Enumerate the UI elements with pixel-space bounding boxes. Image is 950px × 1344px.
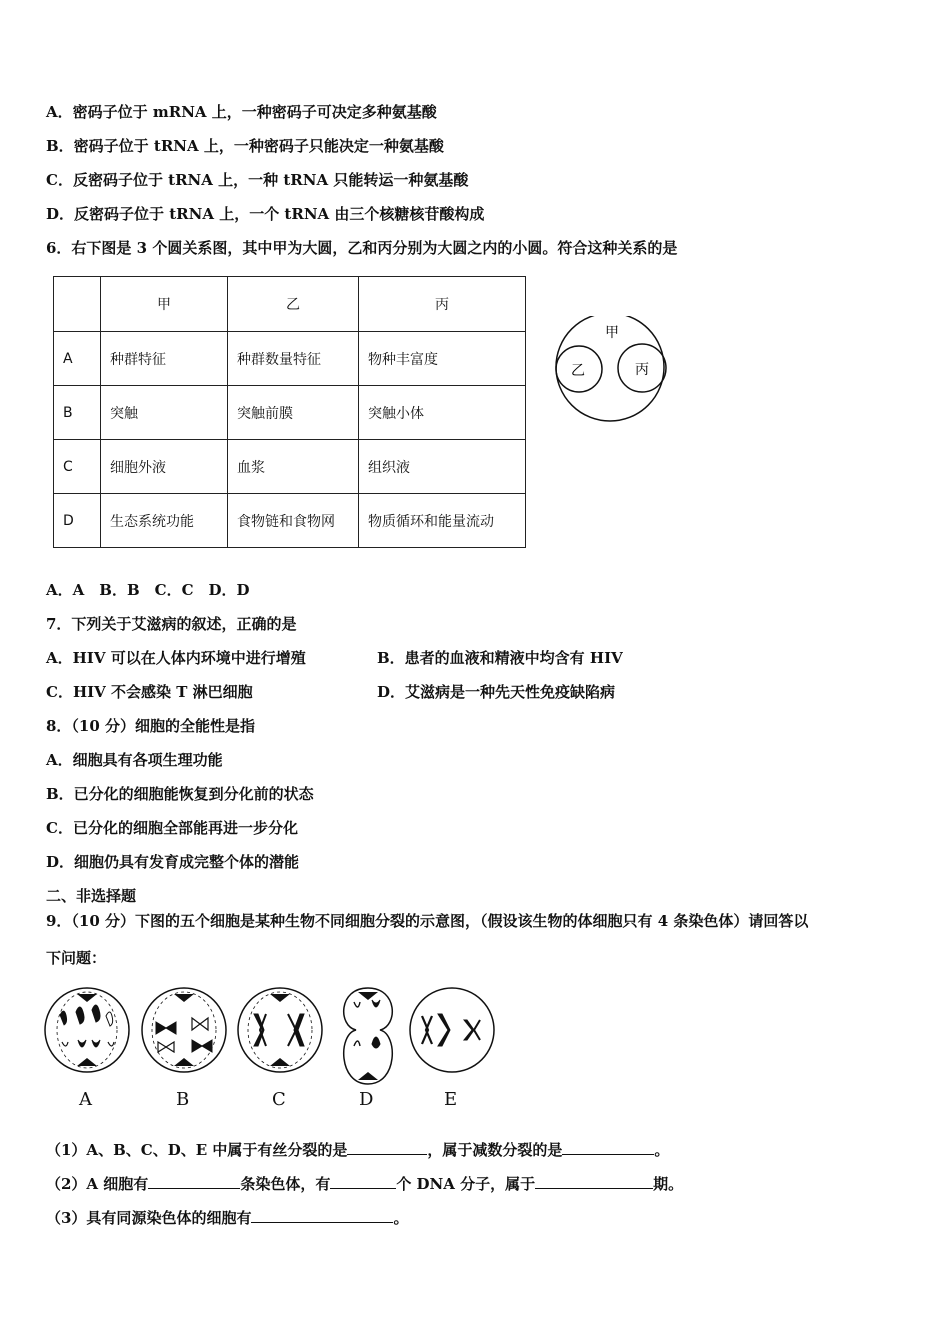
q9-sub1 [46, 1140, 669, 1160]
table-cell: 种群数量特征 [228, 332, 359, 386]
table-cell: 血浆 [228, 440, 359, 494]
table-cell: 突触 [101, 386, 228, 440]
q9-sub3-text-a: （3）具有同源染色体的细胞有 [46, 1209, 252, 1227]
cell-label-c: C [272, 1089, 286, 1110]
table-cell: 突触前膜 [228, 386, 359, 440]
table-cell: 突触小体 [359, 386, 526, 440]
q9-stem-line1: 9．（10 分）下图的五个细胞是某种生物不同细胞分裂的示意图，（假设该生物的体细胞只有 4 条染色体）请回答以 [46, 912, 809, 930]
q9-sub3-text-b: 。 [393, 1209, 409, 1227]
table-row [54, 440, 526, 494]
answer-blank[interactable] [535, 1174, 653, 1189]
q8-option-a: A．细胞具有各项生理功能 [46, 751, 223, 769]
table-cell: 食物链和食物网 [228, 494, 359, 548]
venn-diagram [553, 316, 669, 424]
table-cell: A [54, 332, 101, 386]
cell-c-illustration [238, 988, 322, 1072]
cell-d-illustration [344, 988, 393, 1084]
q9-sub1-text-c: 。 [654, 1141, 670, 1159]
q7-option-b: B．患者的血液和精液中均含有 HIV [377, 649, 623, 667]
q9-sub2-text-b: 条染色体，有 [240, 1175, 331, 1193]
q8-option-b: B．已分化的细胞能恢复到分化前的状态 [46, 785, 314, 803]
table-row [54, 332, 526, 386]
q7-option-c: C．HIV 不会感染 T 淋巴细胞 [46, 683, 253, 701]
table-cell: 种群特征 [101, 332, 228, 386]
q5-option-b: B．密码子位于 tRNA 上，一种密码子只能决定一种氨基酸 [46, 137, 444, 155]
q9-stem-line2: 下问题： [46, 949, 107, 967]
q6-options: A．A B．B C．C D．D [46, 581, 250, 599]
cell-a-illustration [45, 988, 129, 1072]
q9-sub2 [46, 1174, 683, 1194]
q7-option-a: A．HIV 可以在人体内环境中进行增殖 [46, 649, 306, 667]
table-row [54, 386, 526, 440]
q8-stem: 8．（10 分）细胞的全能性是指 [46, 717, 256, 735]
q6-stem: 6．右下图是 3 个圆关系图，其中甲为大圆，乙和丙分别为大圆之内的小圆。符合这种关系的是 [46, 239, 678, 257]
table-cell: C [54, 440, 101, 494]
table-cell: 组织液 [359, 440, 526, 494]
q5-option-c: C．反密码子位于 tRNA 上，一种 tRNA 只能转运一种氨基酸 [46, 171, 469, 189]
q5-option-a: A．密码子位于 mRNA 上，一种密码子可决定多种氨基酸 [46, 103, 437, 121]
q5-option-d: D．反密码子位于 tRNA 上，一个 tRNA 由三个核糖核苷酸构成 [46, 205, 485, 223]
section-title: 二、非选择题 [46, 887, 137, 905]
table-cell: 物种丰富度 [359, 332, 526, 386]
table-header-yi: 乙 [228, 277, 359, 332]
q7-option-d: D．艾滋病是一种先天性免疫缺陷病 [377, 683, 616, 701]
table-header-corner [54, 277, 101, 332]
answer-blank[interactable] [330, 1174, 396, 1189]
cell-label-b: B [176, 1089, 190, 1110]
q6-table [53, 276, 526, 548]
table-header-bing: 丙 [359, 277, 526, 332]
q7-stem: 7．下列关于艾滋病的叙述，正确的是 [46, 615, 297, 633]
cell-label-e: E [444, 1089, 458, 1110]
q9-sub3 [46, 1208, 408, 1228]
q9-sub2-text-d: 期。 [653, 1175, 684, 1193]
cell-label-d: D [359, 1089, 374, 1110]
table-row [54, 494, 526, 548]
q9-sub1-text-b: ，属于减数分裂的是 [427, 1141, 563, 1159]
q9-sub1-text-a: （1）A、B、C、D、E 中属于有丝分裂的是 [46, 1141, 348, 1159]
q9-sub2-text-c: 个 DNA 分子，属于 [396, 1175, 536, 1193]
q8-option-d: D．细胞仍具有发育成完整个体的潜能 [46, 853, 300, 871]
cell-b-illustration [142, 988, 226, 1072]
answer-blank[interactable] [251, 1208, 393, 1223]
venn-right-label: 丙 [635, 362, 649, 378]
table-cell: 物质循环和能量流动 [359, 494, 526, 548]
cell-e-illustration [410, 988, 494, 1072]
answer-blank[interactable] [347, 1140, 427, 1155]
answer-blank[interactable] [562, 1140, 654, 1155]
q8-option-c: C．已分化的细胞全部能再进一步分化 [46, 819, 298, 837]
venn-outer-label: 甲 [605, 325, 619, 341]
table-cell: 生态系统功能 [101, 494, 228, 548]
cell-division-figure [42, 980, 502, 1110]
table-cell: D [54, 494, 101, 548]
table-cell: 细胞外液 [101, 440, 228, 494]
answer-blank[interactable] [148, 1174, 240, 1189]
table-cell: B [54, 386, 101, 440]
venn-left-label: 乙 [571, 363, 585, 379]
table-header-jia: 甲 [101, 277, 228, 332]
q9-sub2-text-a: （2）A 细胞有 [46, 1175, 149, 1193]
cell-label-a: A [79, 1089, 92, 1110]
